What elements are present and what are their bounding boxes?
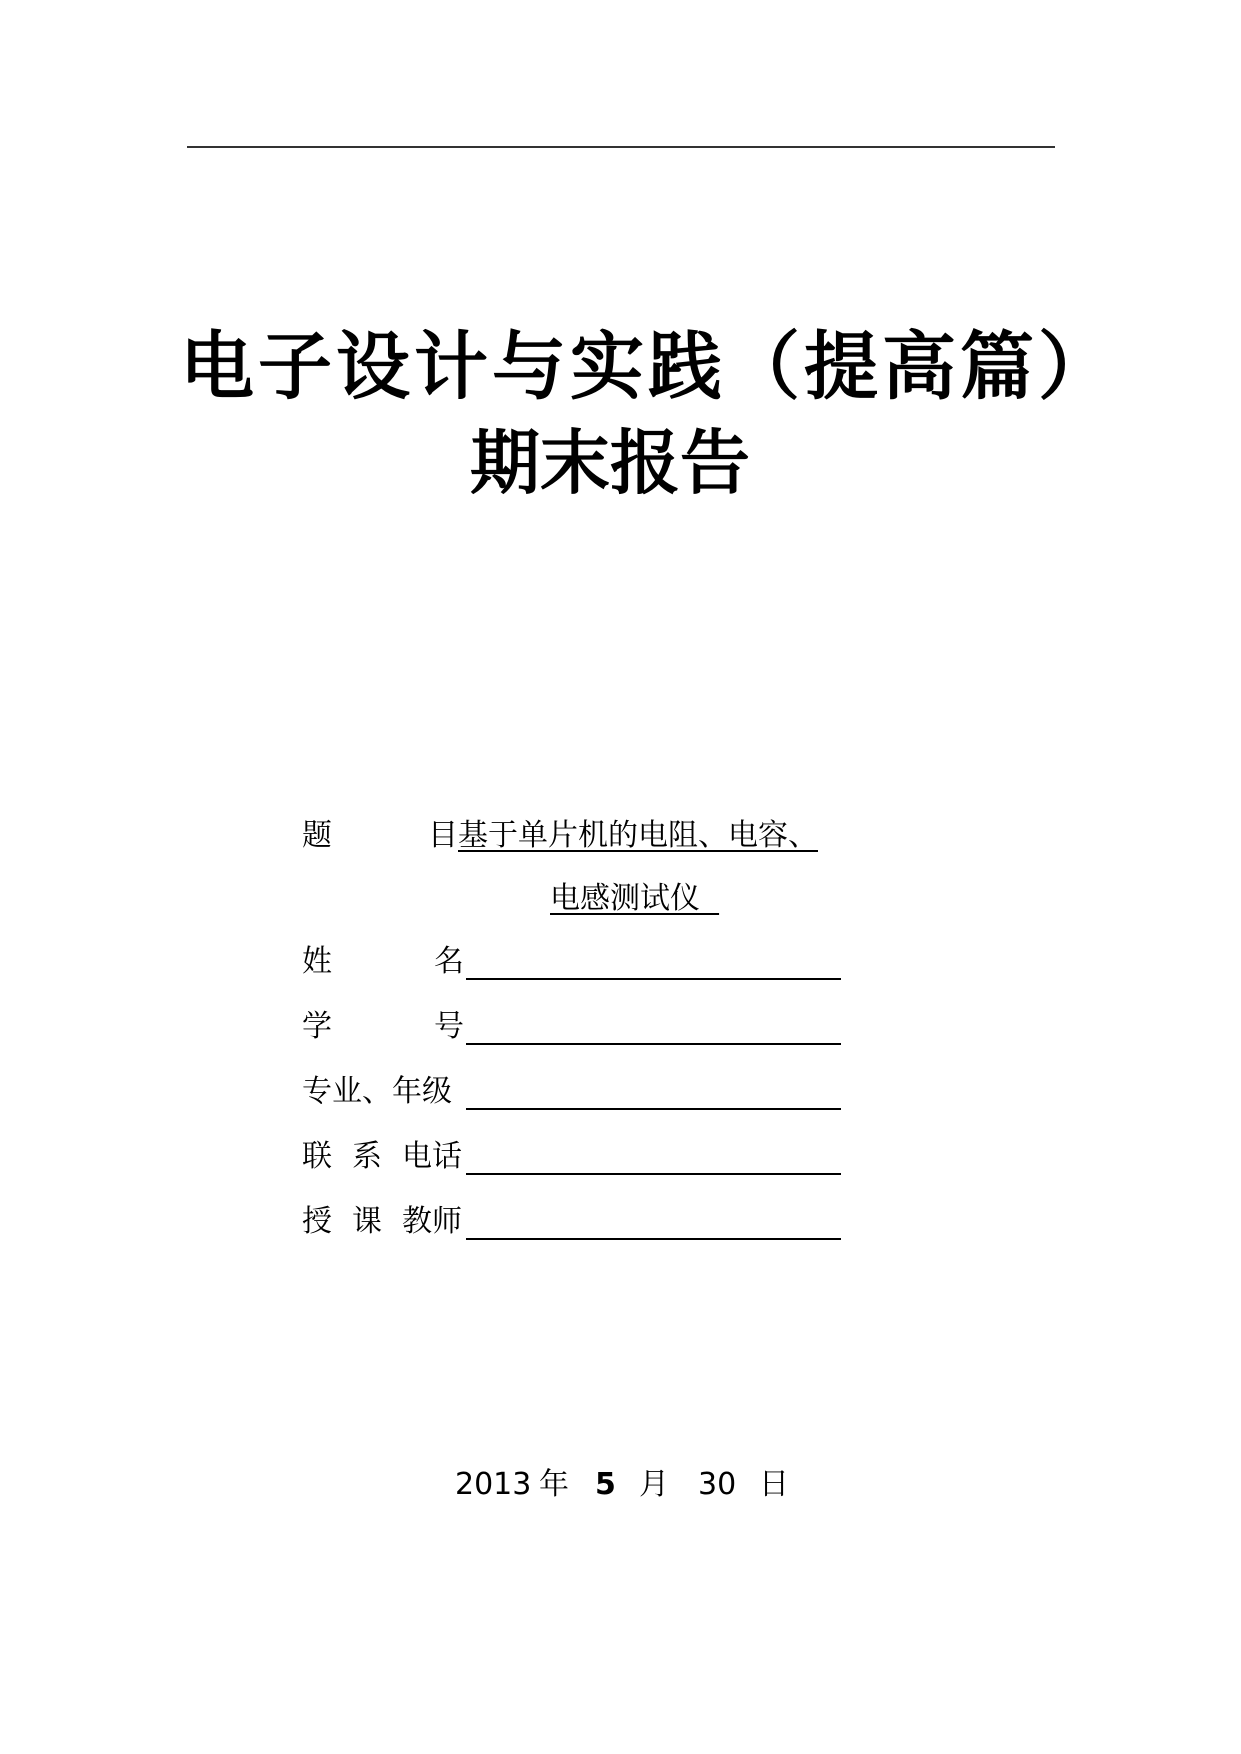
phone-label-part2: 系 [352, 1139, 382, 1174]
phone-label-part3: 电话 [402, 1139, 462, 1174]
teacher-label-part2: 课 [352, 1204, 382, 1239]
date-year: 2013 [455, 1467, 532, 1502]
topic-value-line1: 基于单片机的电阻、电容、 [458, 818, 818, 853]
major-grade-label: 专业、年级 [302, 1074, 452, 1109]
student-id-field[interactable] [466, 1043, 841, 1045]
phone-field[interactable] [466, 1173, 841, 1175]
name-field[interactable] [466, 978, 841, 980]
header-rule [187, 146, 1055, 148]
topic-label-left: 题 [302, 818, 332, 853]
date-day: 30 [698, 1467, 737, 1502]
date-day-unit: 日 [759, 1467, 789, 1502]
date-month-unit: 月 [639, 1467, 669, 1502]
topic-value-line2: 电感测试仪 [550, 881, 720, 916]
teacher-field[interactable] [466, 1238, 841, 1240]
report-title: 期末报告 [470, 422, 750, 504]
name-label-right: 名 [434, 944, 464, 979]
teacher-label-part1: 授 [302, 1204, 332, 1239]
course-title: 电子设计与实践（提高篇） [180, 324, 1116, 410]
date-year-unit: 年 [539, 1467, 569, 1502]
name-label-left: 姓 [302, 944, 332, 979]
topic-label-right: 目 [428, 818, 458, 853]
phone-label-part1: 联 [302, 1139, 332, 1174]
date-month: 5 [595, 1467, 616, 1502]
teacher-label-part3: 教师 [402, 1204, 462, 1239]
major-grade-field[interactable] [466, 1108, 841, 1110]
student-id-label-right: 号 [434, 1009, 464, 1044]
student-id-label-left: 学 [302, 1009, 332, 1044]
